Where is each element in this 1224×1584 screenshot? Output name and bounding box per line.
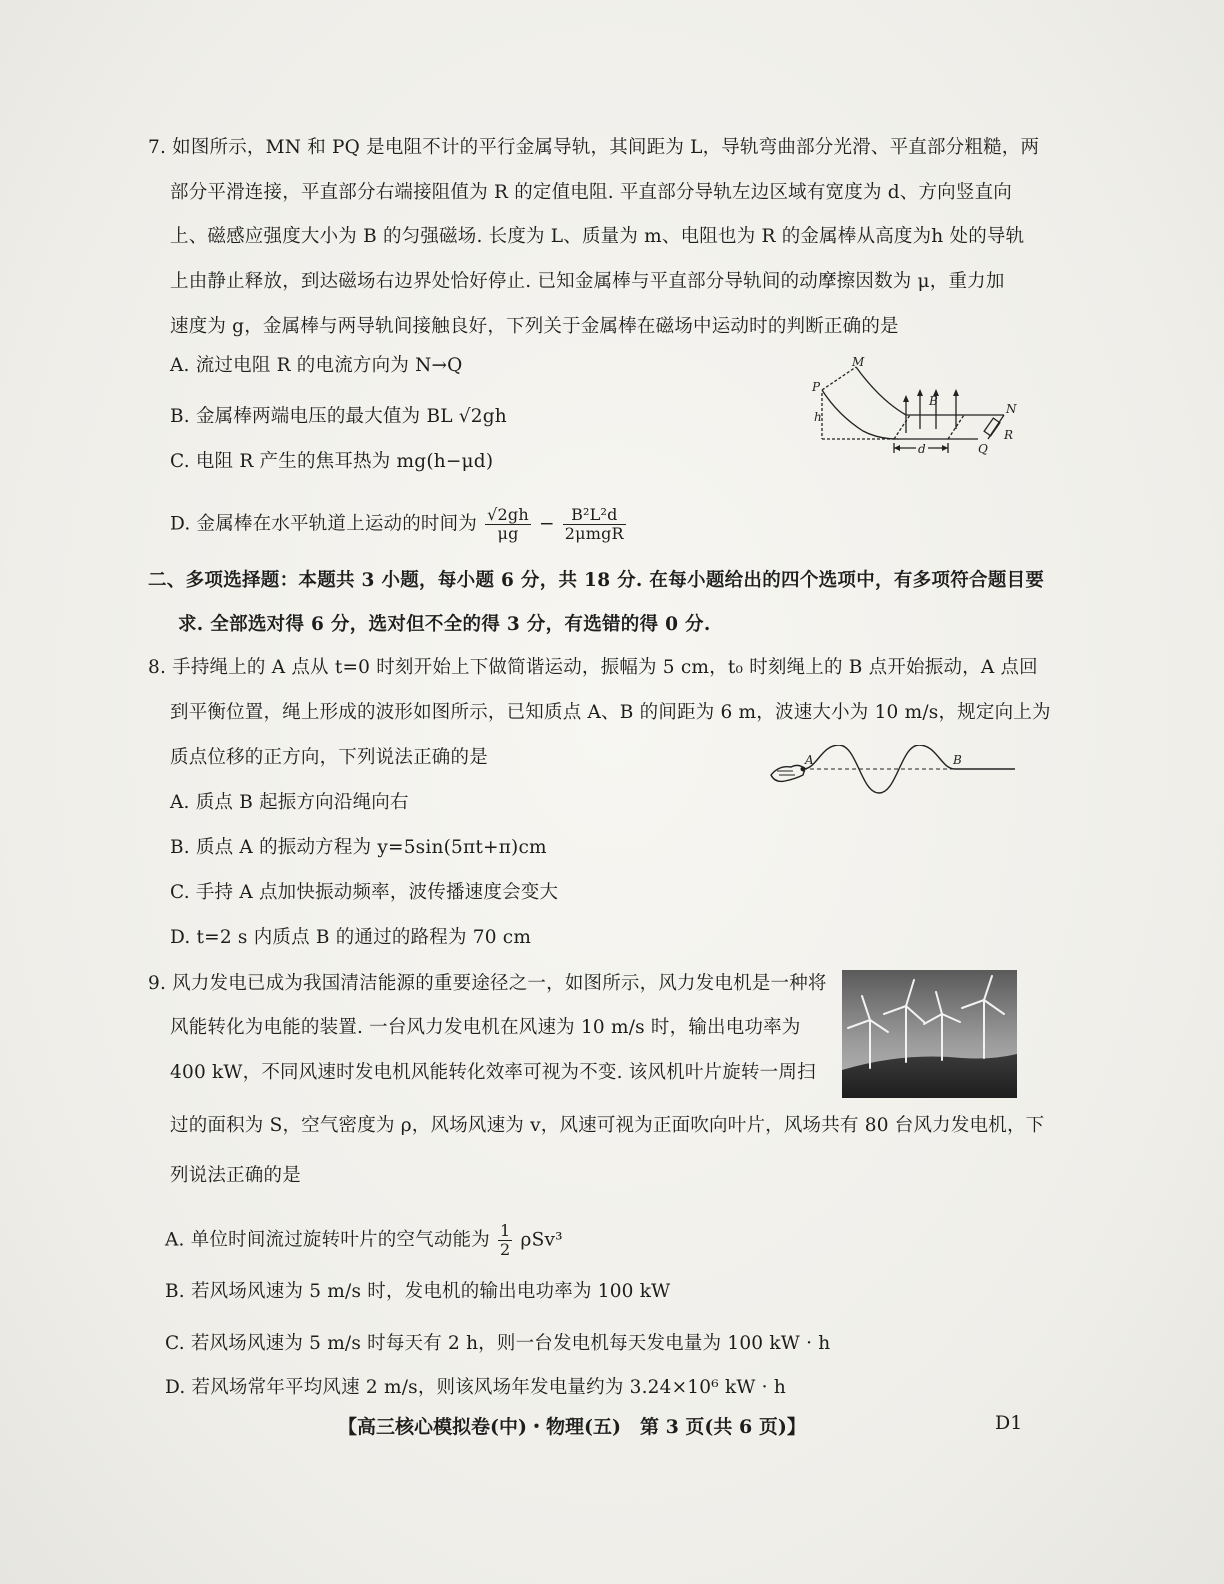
section-2-header-line-1: 二、多项选择题：本题共 3 小题，每小题 6 分，共 18 分. 在每小题给出的四个选项中，有多项符合题目要 [148, 570, 1045, 591]
q8-stem-line-3: 质点位移的正方向，下列说法正确的是 [170, 747, 488, 768]
q9-option-b: B. 若风场风速为 5 m/s 时，发电机的输出电功率为 100 kW [165, 1281, 671, 1302]
minus-sign: − [538, 513, 555, 535]
q9-stem-line-5: 列说法正确的是 [170, 1165, 301, 1186]
q9-stem-line-2: 风能转化为电能的装置. 一台风力发电机在风速为 10 m/s 时，输出电功率为 [170, 1017, 801, 1038]
q7-option-d-fraction-2 [563, 506, 626, 543]
q7-option-a: A. 流过电阻 R 的电流方向为 N→Q [170, 355, 463, 376]
q9-stem-line-4: 过的面积为 S，空气密度为 ρ，风场风速为 v，风速可视为正面吹向叶片，风场共有 80 台风力发电机，下 [170, 1115, 1045, 1136]
label-a: A [805, 753, 814, 767]
fraction-denominator: 2 [500, 1240, 511, 1259]
q7-option-b: B. 金属棒两端电压的最大值为 BL √2gh [170, 406, 507, 427]
q7-stem-line-2: 部分平滑连接，平直部分右端接阻值为 R 的定值电阻. 平直部分导轨左边区域有宽度为 d、方向竖直向 [170, 182, 1012, 203]
fraction-numerator: √2gh [487, 505, 529, 524]
q9-stem-line-3: 400 kW，不同风速时发电机风能转化效率可视为不变. 该风机叶片旋转一周扫 [170, 1062, 816, 1083]
q9-stem-line-1: 9. 风力发电已成为我国清洁能源的重要途径之一，如图所示，风力发电机是一种将 [148, 973, 827, 994]
q8-stem-line-1: 8. 手持绳上的 A 点从 t=0 时刻开始上下做简谐运动，振幅为 5 cm，t₀ 时刻绳上的 B 点开始振动，A 点回 [148, 657, 1038, 678]
section-2-header-line-2: 求. 全部选对得 6 分，选对但不全的得 3 分，有选错的得 0 分. [178, 614, 711, 635]
hand-icon [771, 765, 805, 781]
label-m: M [852, 355, 865, 369]
q8-option-d: D. t=2 s 内质点 B 的通过的路程为 70 cm [170, 927, 532, 948]
label-d: d [918, 442, 926, 456]
q7-stem-line-5: 速度为 g，金属棒与两导轨间接触良好，下列关于金属棒在磁场中运动时的判断正确的是 [170, 316, 899, 337]
q8-option-c: C. 手持 A 点加快振动频率，波传播速度会变大 [170, 882, 559, 903]
label-n: N [1006, 402, 1017, 416]
fraction-denominator: μg [497, 524, 519, 543]
q8-option-b: B. 质点 A 的振动方程为 y=5sin(5πt+π)cm [170, 837, 547, 858]
page-code: D1 [995, 1412, 1023, 1434]
q8-option-a: A. 质点 B 起振方向沿绳向右 [170, 792, 409, 813]
label-q: Q [978, 442, 988, 456]
q7-option-d-prefix: D. 金属棒在水平轨道上运动的时间为 [170, 513, 478, 535]
label-p: P [812, 380, 821, 394]
label-r: R [1004, 428, 1014, 442]
label-h: h [814, 410, 822, 424]
q9-option-a-suffix: ρSv³ [520, 1229, 563, 1251]
q9-option-c: C. 若风场风速为 5 m/s 时每天有 2 h，则一台发电机每天发电量为 100 kW · h [165, 1333, 831, 1354]
q9-wind-turbine-photo [842, 970, 1017, 1098]
q7-option-c: C. 电阻 R 产生的焦耳热为 mg(h−μd) [170, 451, 494, 472]
q7-stem-line-4: 上由静止释放，到达磁场右边界处恰好停止. 已知金属棒与平直部分导轨间的动摩擦因数为 μ，重力加 [170, 271, 1005, 292]
label-b: B [929, 394, 938, 408]
fraction-denominator: 2μmgR [564, 524, 624, 543]
q9-option-d: D. 若风场常年平均风速 2 m/s，则该风场年发电量约为 3.24×10⁶ kW · h [165, 1377, 786, 1398]
q8-stem-line-2: 到平衡位置，绳上形成的波形如图所示，已知质点 A、B 的间距为 6 m，波速大小为 10 m/s，规定向上为 [170, 702, 1051, 723]
q7-option-d [170, 506, 628, 543]
q7-rail-diagram [808, 355, 1026, 460]
page-footer: 【高三核心模拟卷(中)・物理(五) 第 3 页(共 6 页)】 [338, 1416, 806, 1438]
q7-stem-line-1: 7. 如图所示，MN 和 PQ 是电阻不计的平行金属导轨，其间距为 L，导轨弯曲部分光滑、平直部分粗糙，两 [148, 137, 1040, 158]
q9-option-a [165, 1222, 563, 1259]
q9-option-a-prefix: A. 单位时间流过旋转叶片的空气动能为 [165, 1229, 490, 1251]
q9-option-a-fraction [498, 1222, 512, 1259]
fraction-numerator: B²L²d [563, 506, 626, 525]
label-b: B [953, 753, 962, 767]
q7-option-d-fraction-1 [485, 506, 531, 543]
q7-stem-line-3: 上、磁感应强度大小为 B 的匀强磁场. 长度为 L、质量为 m、电阻也为 R 的金属棒从高度为h 处的导轨 [170, 226, 1025, 247]
q8-wave-diagram [765, 745, 1017, 805]
fraction-numerator: 1 [500, 1221, 511, 1240]
